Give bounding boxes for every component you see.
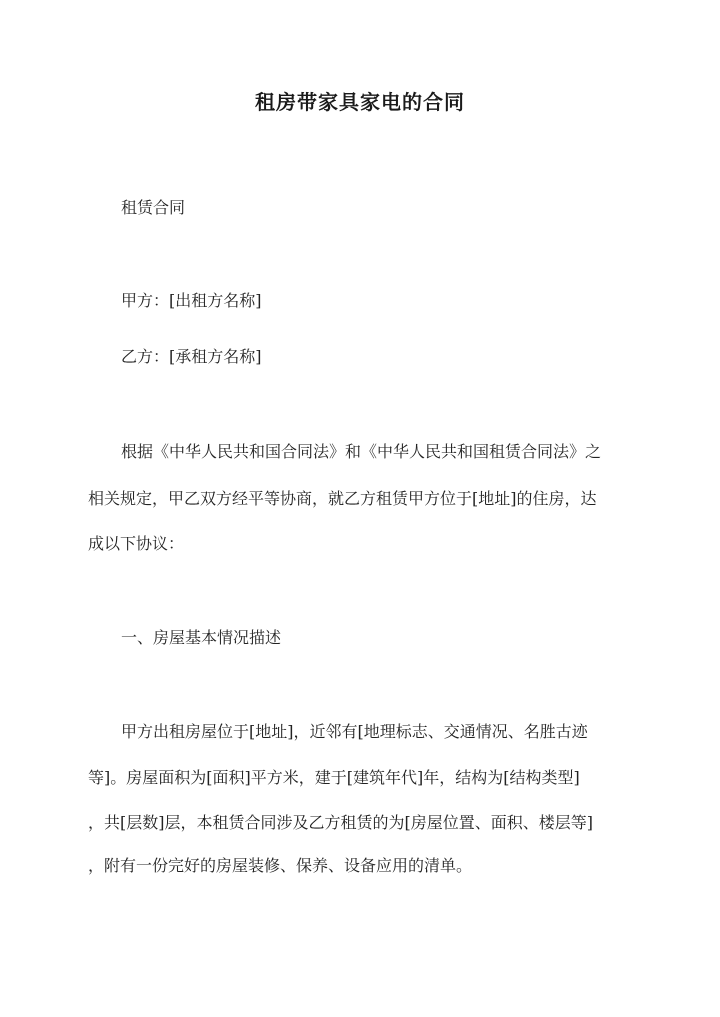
document-title: 租房带家具家电的合同: [255, 90, 465, 114]
section-1-heading: 一、房屋基本情况描述: [121, 628, 282, 647]
section-1-line-4: ，附有一份完好的房屋装修、保养、设备应用的清单。: [88, 856, 473, 875]
section-1-line-2: 等]。房屋面积为[面积]平方米，建于[建筑年代]年，结构为[结构类型]: [88, 768, 580, 787]
party-a-line: 甲方：[出租方名称]: [121, 291, 262, 310]
intro-line-1: 根据《中华人民共和国合同法》和《中华人民共和国租赁合同法》之: [121, 442, 602, 461]
intro-line-3: 成以下协议：: [88, 534, 185, 553]
section-1-line-1: 甲方出租房屋位于[地址]，近邻有[地理标志、交通情况、名胜古迹: [121, 722, 588, 741]
party-b-line: 乙方：[承租方名称]: [121, 347, 262, 366]
contract-heading: 租赁合同: [121, 198, 186, 217]
intro-line-2: 相关规定，甲乙双方经平等协商，就乙方租赁甲方位于[地址]的住房，达: [88, 489, 597, 508]
section-1-line-3: ，共[层数]层，本租赁合同涉及乙方租赁的为[房屋位置、面积、楼层等]: [88, 813, 593, 832]
